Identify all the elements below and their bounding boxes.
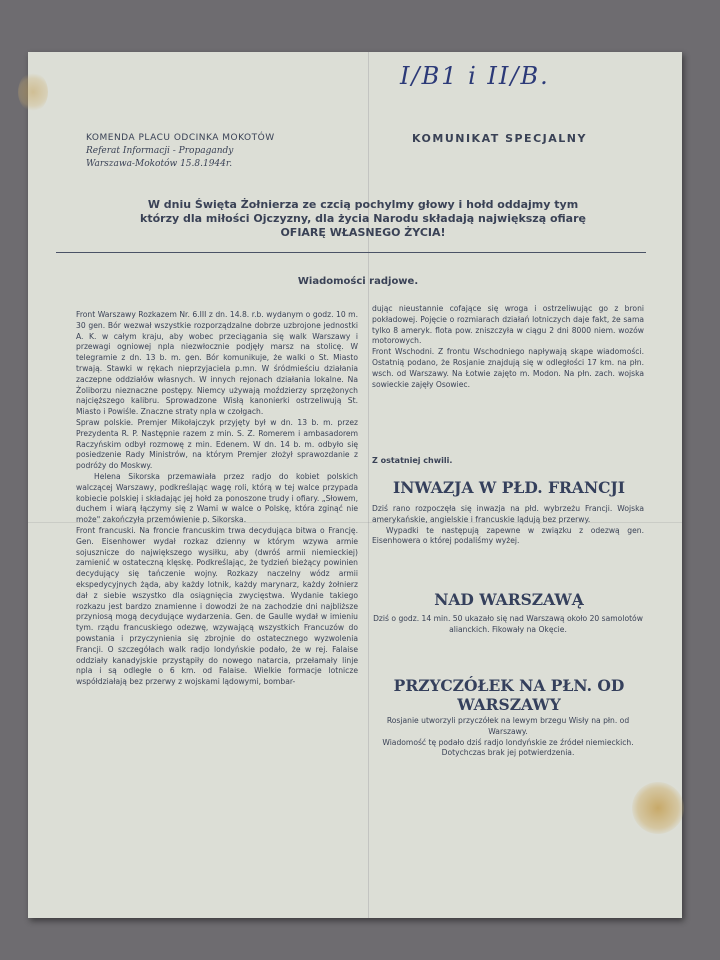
document-sheet [28,52,682,918]
right-paragraph-1: dując nieustannie cofające się wroga i ostrzeliwując go z broni pokładowej. Pojęcie o rozmiarach działań lotniczych daje fakt, że sama tylko 8 ameryk. flota pow. zniszczyła w ciągu 2 dni 8000 niem. wozów motorowych. [372,304,644,346]
paper-stain [632,782,684,834]
homage-text [88,198,638,240]
right-column [372,304,644,390]
warsaw-text: Dziś o godz. 14 min. 50 ukazało się nad Warszawą około 20 samolotów alianckich. Fikowały na Okęcie. [373,614,643,634]
invasion-text [372,504,644,547]
homage-line-2: którzy dla miłości Ojczyzny, dla życia Narodu składają największą ofiarę [140,212,586,225]
invasion-headline: INWAZJA W PŁD. FRANCJI [392,478,626,497]
left-paragraph-2: Spraw polskie. Premjer Mikołajczyk przyjęty był w dn. 13 b. m. przez Prezydenta R. P. Następnie razem z min. S. Z. Romerem i ambasadorem Raczyńskim odbył rozmowę z min. Edenem. W dn. 14 b. m. odbyło się posiedzenie Rady Ministrów, na którym Premjer złożył sprawozdanie z podróży do Moskwy. [76,417,358,471]
left-paragraph-1: Front Warszawy Rozkazem Nr. 6.III z dn. 14.8. r.b. wydanym o godz. 10 m. 30 gen. Bór wezwał wszystkie rozporządzalne dobrze uzbrojone jednostki A. K. w całym kraju, aby wobec przeciągania się walk Warszawy i przewagi ogniowej npla niezwłocznie podjęły marsz na stolicę. W telegramie z dn. 13 b. m. gen. Bór komunikuje, że walki o St. Miasto trwają. Stawki w rękach nieprzyjaciela p.mn. W śródmieściu działania zaczepne oddziałów własnych. W innych rejonach działania lokalne. Na Żoliborzu nieznaczne postępy. Niemcy używają moździerzy sprzężonych najcięższego kalibru. Sprowadzone Wisłą kanonierki ostrzeliwują St. Miasto i Powiśle. Znaczne straty npla w czołgach. [76,310,358,417]
invasion-text-2: Wypadki te następują zapewne w związku z odezwą gen. Eisenhowera o której podaliśmy wyżej. [372,525,644,546]
homage-line-3: OFIARĘ WŁASNEGO ŻYCIA! [280,226,446,239]
left-paragraph-4: Front francuski. Na froncie francuskim trwa decydująca bitwa o Francję. Gen. Eisenhower wydał rozkaz dzienny w którym wzywa armie sojusznicze do największego wysiłku, aby (dwróś armii niemieckiej) zamienić w ostateczną klęskę. Podkreślając, że tydzień bieżący powinien decydujący się tańczenie wojny. Rozkazy naczelny wódz armii ekspedycyjnych żąda, aby każdy lotnik, każdy marynarz, każdy żołnierz dał z siebie wszystko dla osiągnięcia zwycięstwa. Wydanie takiego rozkazu jest bardzo znamienne i dowodzi że na zachodzie dni najbliższe przyniosą mogą decydujące wydarzenia. Gen. de Gaulle wydał w imieniu tym. rządu francuskiego odezwę, wzywającą wszystkich Francuzów do powstania i przyczynienia się zbrojnie do ostatecznego wyzwolenia Francji. O szczegółach walk radjo londyńskie podało, że w rej. Falaise oddziały kanadyjskie przystąpiły do nowego natarcia, przełamały linje npla i są odległe o 6 km. od Falaise. Wielkie formacje lotnicze współdziałają bez przerwy z wojskami lądowymi, bombar- [76,525,358,687]
right-paragraph-2: Front Wschodni. Z frontu Wschodniego napływają skąpe wiadomości. Ostatnią podano, że Rosjanie znajdują się w odległości 17 km. na płn. wsch. od Warszawy. Na Łotwie zajęto m. Modon. Na płn. zach. wojska sowieckie zajęły Osowiec. [372,347,644,389]
organization-name: KOMENDA PLACU ODCINKA MOKOTÓW [86,133,275,143]
bridgehead-text [372,716,644,759]
left-column [76,310,358,688]
header-divider [56,252,646,253]
header-issuer [86,132,336,171]
homage-line-1: W dniu Święta Żołnierza ze czcią pochylmy głowy i hołd oddajmy tym [147,198,579,211]
warsaw-headline: NAD WARSZAWĄ [434,590,584,609]
handwritten-annotation: I/B1 i II/B. [400,62,550,90]
left-paragraph-3: Helena Sikorska przemawiała przez radjo do kobiet polskich walczącej Warszawy, podkreślając wagę roli, którą w tej walce przypada kobiecie polskiej i składając jej hołd za ponoszone trudy i ofiary. „Słowem, duchem i wiarą łączymy się z Wami w walce o Polskę, która zginąć nie może" zakończyła przemówienie p. Sikorska. [76,471,358,525]
place-date: Warszawa-Mokotów 15.8.1944r. [86,159,233,169]
bridgehead-headline: PRZYCZÓŁEK NA PŁN. OD WARSZAWY [393,676,625,714]
document-title: KOMUNIKAT SPECJALNY [412,132,587,145]
bridgehead-text-2: Wiadomość tę podało dziś radjo londyńskie ze źródeł niemieckich. Dotychczas brak jej potwierdzenia. [382,737,634,758]
bridgehead-text-1: Rosjanie utworzyli przyczółek na lewym brzegu Wisły na płn. od Warszawy. [386,716,630,736]
latest-news-label: Z ostatniej chwili. [372,456,453,465]
department-name: Referat Informacji - Propagandy [86,146,234,156]
paper-stain [18,72,48,112]
radio-news-title: Wiadomości radjowe. [297,276,419,287]
invasion-text-1: Dziś rano rozpoczęła się inwazja na płd. wybrzeżu Francji. Wojska amerykańskie, angielskie i francuskie lądują bez przerwy. [372,504,644,524]
